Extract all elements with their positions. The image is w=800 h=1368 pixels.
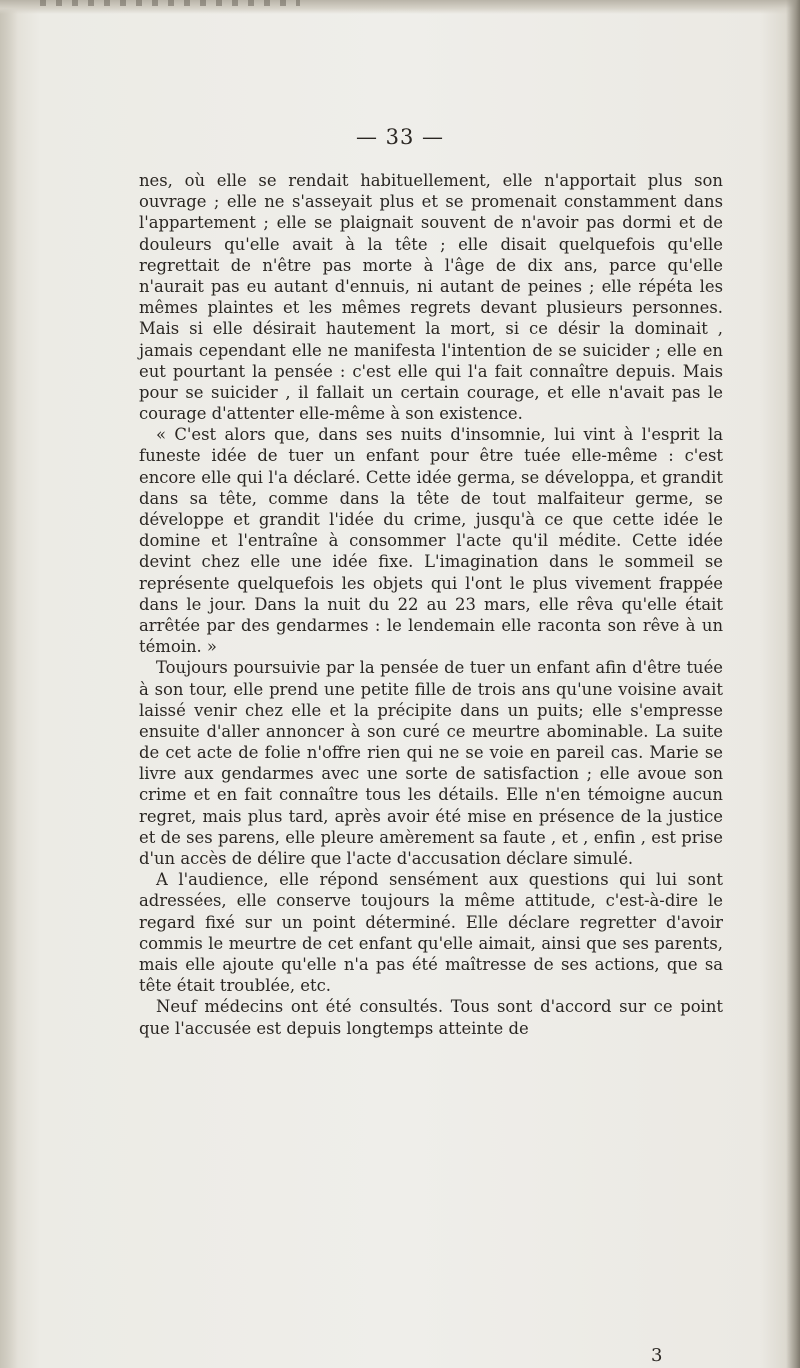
paragraph-doctors: Neuf médecins ont été consultés. Tous sont d'accord sur ce point que l'accusée est depuis longtemps atteinte de (139, 997, 723, 1038)
paragraph-audience: A l'audience, elle répond sensément aux questions qui lui sont adressées, elle conserve toujours la même attitude, c'est-à-dire le regard fixé sur un point déterminé. Elle déclare regretter d'avoir commis le meurtre de cet enfant qu'elle aimait, ainsi que ses parents, mais elle ajoute qu'elle n'a pas été maîtresse de ses actions, que sa tête était troublée, etc. (139, 870, 723, 996)
paragraph-crime: Toujours poursuivie par la pensée de tuer un enfant afin d'être tuée à son tour, elle prend une petite fille de trois ans qu'une voisine avait laissé venir chez elle et la précipite dans un puits; elle s'empresse ensuite d'aller annoncer à son curé ce meurtre abominable. La suite de cet acte de folie n'offre rien qui ne se voie en pareil cas. Marie se livre aux gendarmes avec une sorte de satisfaction ; elle avoue son crime et en fait connaître tous les détails. Elle n'en témoigne aucun regret, mais plus tard, après avoir été mise en présence de la justice et de ses parens, elle pleure amèrement sa faute , et , enfin , est prise d'un accès de délire que l'acte d'accusation déclare simulé. (139, 658, 723, 868)
scan-top-edge-marks (40, 0, 300, 6)
scan-right-edge (786, 0, 800, 1368)
scan-left-shadow (0, 0, 18, 1368)
page-number: — 33 — (355, 125, 445, 149)
signature-mark: 3 (651, 1345, 663, 1366)
body-text (139, 170, 723, 1039)
paragraph-quote: « C'est alors que, dans ses nuits d'insomnie, lui vint à l'esprit la funeste idée de tuer un enfant pour être tuée elle-même : c'est encore elle qui l'a déclaré. Cette idée germa, se développa, et grandit dans sa tête, comme dans la tête de tout malfaiteur germe, se développe et grandit l'idée du crime, jusqu'à ce que cette idée le domine et l'entraîne à consommer l'acte qu'il médite. Cette idée devint chez elle une idée fixe. L'imagination dans le sommeil se représente quelquefois les objets qui l'ont le plus vivement frappée dans le jour. Dans la nuit du 22 au 23 mars, elle rêva qu'elle était arrêtée par des gendarmes : le lendemain elle raconta son rêve à un témoin. » (139, 425, 723, 657)
paragraph-continued: nes, où elle se rendait habituellement, elle n'apportait plus son ouvrage ; elle ne s'asseyait plus et se promenait constamment dans l'appartement ; elle se plaignait souvent de n'avoir pas dormi et de douleurs qu'elle avait à la tête ; elle disait quelquefois qu'elle regrettait de n'être pas morte à l'âge de dix ans, parce qu'elle n'aurait pas eu autant d'ennuis, ni autant de peines ; elle répéta les mêmes plaintes et les mêmes regrets devant plusieurs personnes. Mais si elle désirait hautement la mort, si ce désir la dominait , jamais cependant elle ne manifesta l'intention de se suicider ; elle en eut pourtant la pensée : c'est elle qui l'a fait connaître depuis. Mais pour se suicider , il fallait un certain courage, et elle n'avait pas le courage d'attenter elle-même à son existence. (139, 171, 723, 424)
